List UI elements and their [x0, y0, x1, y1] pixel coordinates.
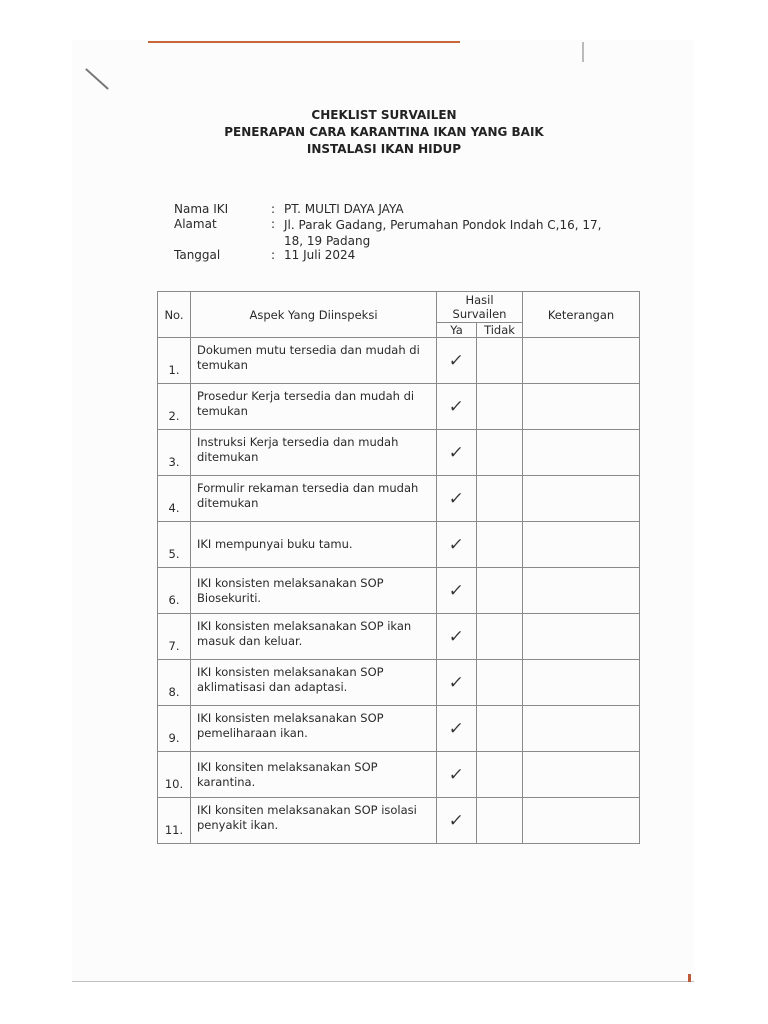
bottom-corner-mark: [688, 974, 691, 982]
table-row: [158, 384, 640, 430]
top-edge-line: [148, 41, 460, 43]
row-tidak-cell: [477, 430, 523, 476]
bottom-edge-line: [72, 981, 694, 982]
row-keterangan-cell: [523, 706, 640, 752]
nama-colon: :: [271, 202, 276, 216]
row-tidak-cell: [477, 522, 523, 568]
row-tidak-cell: [477, 338, 523, 384]
row-ya-cell: [437, 798, 477, 844]
top-right-mark: [582, 42, 584, 62]
row-tidak-cell: [477, 706, 523, 752]
row-aspek: IKI konsisten melaksanakan SOP aklimatisasi dan adaptasi.: [191, 660, 437, 706]
row-aspek: Instruksi Kerja tersedia dan mudah ditemukan: [191, 430, 437, 476]
check-mark-icon: ✓: [447, 488, 466, 509]
row-aspek: IKI konsiten melaksanakan SOP isolasi penyakit ikan.: [191, 798, 437, 844]
row-keterangan-cell: [523, 522, 640, 568]
row-no: 3.: [158, 430, 191, 476]
alamat-colon: :: [271, 217, 276, 231]
row-aspek: IKI konsisten melaksanakan SOP ikan masuk dan keluar.: [191, 614, 437, 660]
tanggal-label: Tanggal: [174, 248, 221, 262]
row-tidak-cell: [477, 476, 523, 522]
nama-value: PT. MULTI DAYA JAYA: [284, 202, 404, 216]
row-tidak-cell: [477, 752, 523, 798]
row-aspek: IKI mempunyai buku tamu.: [191, 522, 437, 568]
row-ya-cell: [437, 706, 477, 752]
row-aspek: Formulir rekaman tersedia dan mudah ditemukan: [191, 476, 437, 522]
row-keterangan-cell: [523, 384, 640, 430]
row-aspek: IKI konsisten melaksanakan SOP pemeliharaan ikan.: [191, 706, 437, 752]
table-row: [158, 660, 640, 706]
header-ya: Ya: [437, 323, 477, 338]
table-row: [158, 338, 640, 384]
row-no: 9.: [158, 706, 191, 752]
row-ya-cell: [437, 752, 477, 798]
row-tidak-cell: [477, 384, 523, 430]
row-tidak-cell: [477, 798, 523, 844]
check-mark-icon: ✓: [447, 442, 466, 463]
header-hasil: Hasil Survailen: [437, 292, 523, 323]
table-row: [158, 476, 640, 522]
check-mark-icon: ✓: [447, 764, 466, 785]
check-mark-icon: ✓: [447, 718, 466, 739]
table-row: [158, 706, 640, 752]
row-no: 10.: [158, 752, 191, 798]
tanggal-value: 11 Juli 2024: [284, 248, 356, 262]
row-ya-cell: [437, 568, 477, 614]
header-no: No.: [158, 292, 191, 338]
row-keterangan-cell: [523, 660, 640, 706]
row-keterangan-cell: [523, 752, 640, 798]
row-aspek: Dokumen mutu tersedia dan mudah di temukan: [191, 338, 437, 384]
header-aspek: Aspek Yang Diinspeksi: [191, 292, 437, 338]
row-ya-cell: [437, 430, 477, 476]
table-row: [158, 752, 640, 798]
row-keterangan-cell: [523, 430, 640, 476]
checklist-body: [158, 338, 640, 844]
row-tidak-cell: [477, 568, 523, 614]
check-mark-icon: ✓: [447, 580, 466, 601]
row-no: 11.: [158, 798, 191, 844]
row-ya-cell: [437, 384, 477, 430]
doc-title-line1: CHEKLIST SURVAILEN: [311, 108, 457, 122]
table-row: [158, 430, 640, 476]
row-ya-cell: [437, 614, 477, 660]
check-mark-icon: ✓: [447, 672, 466, 693]
row-keterangan-cell: [523, 614, 640, 660]
row-ya-cell: [437, 522, 477, 568]
table-row: [158, 568, 640, 614]
check-mark-icon: ✓: [447, 350, 466, 371]
row-aspek: Prosedur Kerja tersedia dan mudah di temukan: [191, 384, 437, 430]
check-mark-icon: ✓: [447, 534, 466, 555]
check-mark-icon: ✓: [447, 626, 466, 647]
doc-title-line3: INSTALASI IKAN HIDUP: [306, 142, 462, 156]
row-no: 1.: [158, 338, 191, 384]
check-mark-icon: ✓: [447, 810, 466, 831]
row-ya-cell: [437, 476, 477, 522]
row-no: 8.: [158, 660, 191, 706]
row-ya-cell: [437, 338, 477, 384]
doc-title-line2: PENERAPAN CARA KARANTINA IKAN YANG BAIK: [224, 125, 544, 139]
table-row: [158, 614, 640, 660]
table-row: [158, 798, 640, 844]
row-keterangan-cell: [523, 338, 640, 384]
row-keterangan-cell: [523, 798, 640, 844]
row-aspek: IKI konsisten melaksanakan SOP Biosekuriti.: [191, 568, 437, 614]
row-aspek: IKI konsiten melaksanakan SOP karantina.: [191, 752, 437, 798]
alamat-label: Alamat: [174, 217, 217, 231]
check-mark-icon: ✓: [447, 396, 466, 417]
header-tidak: Tidak: [477, 323, 523, 338]
alamat-value: Jl. Parak Gadang, Perumahan Pondok Indah C,16, 17, 18, 19 Padang: [284, 218, 602, 248]
row-tidak-cell: [477, 660, 523, 706]
row-ya-cell: [437, 660, 477, 706]
tanggal-colon: :: [271, 248, 276, 262]
checklist-table: [157, 291, 640, 844]
row-no: 2.: [158, 384, 191, 430]
row-no: 4.: [158, 476, 191, 522]
row-no: 5.: [158, 522, 191, 568]
row-no: 7.: [158, 614, 191, 660]
header-keterangan: Keterangan: [523, 292, 640, 338]
row-keterangan-cell: [523, 476, 640, 522]
row-tidak-cell: [477, 614, 523, 660]
row-no: 6.: [158, 568, 191, 614]
row-keterangan-cell: [523, 568, 640, 614]
nama-label: Nama IKI: [174, 202, 229, 216]
table-row: [158, 522, 640, 568]
